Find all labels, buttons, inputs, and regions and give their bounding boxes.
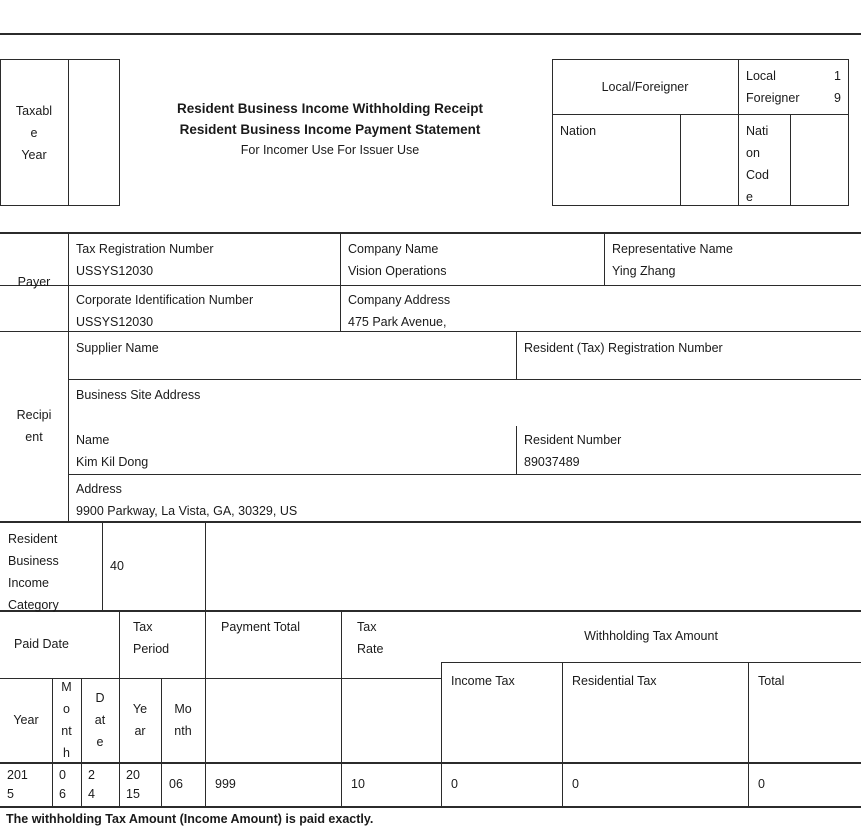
resident-number-label: Resident Number — [524, 433, 622, 447]
header-paid-date-line1: D — [95, 691, 105, 705]
header-tax-period-line2: Period — [133, 642, 170, 656]
header-tax-period-month — [161, 678, 205, 762]
taxable-year-label — [0, 59, 68, 206]
row-period-year-line1: 20 — [126, 768, 140, 782]
tax-registration-number-label: Tax Registration Number — [76, 242, 214, 256]
table-row-income-tax[interactable] — [441, 762, 562, 806]
header-tax-period-year — [119, 678, 161, 762]
row-period-month-text: 06 — [169, 777, 183, 791]
corporate-identification-number-value: USSYS12030 — [76, 315, 154, 329]
row-paid-month-line2: 6 — [59, 787, 66, 801]
representative-name-field[interactable] — [604, 238, 861, 282]
recipient-address-value: 9900 Parkway, La Vista, GA, 30329, US — [76, 504, 298, 518]
nation-label — [552, 114, 680, 206]
nation-code-label-line1: Nati — [746, 124, 769, 138]
row-paid-date-line2: 4 — [88, 787, 95, 801]
foreigner-code: 9 — [834, 90, 841, 105]
table-row-payment-total[interactable] — [205, 762, 341, 806]
header-paid-date-text: Paid Date — [14, 637, 69, 651]
tax-registration-number-value: USSYS12030 — [76, 264, 154, 278]
corporate-identification-number-label: Corporate Identification Number — [76, 293, 254, 307]
header-withholding-tax-amount-text: Withholding Tax Amount — [584, 629, 718, 643]
table-row-total[interactable] — [748, 762, 861, 806]
taxable-year-label-line2: e — [30, 125, 38, 140]
foreigner-label: Foreigner — [746, 90, 800, 105]
header-paid-date-line3: e — [96, 735, 104, 749]
table-row-bottom-border — [0, 806, 861, 808]
supplier-name-label: Supplier Name — [76, 341, 159, 355]
income-category-value-text: 40 — [110, 558, 124, 573]
income-category-label — [0, 526, 102, 610]
header-paid-date-line2: at — [94, 713, 106, 727]
nation-code-label-line3: Cod — [746, 168, 769, 182]
header-paid-date-year-text: Year — [13, 713, 39, 727]
tax-registration-number-field[interactable] — [68, 238, 340, 282]
company-name-value: Vision Operations — [348, 264, 447, 278]
nation-code-label-line4: e — [746, 190, 753, 204]
header-total-text: Total — [758, 674, 785, 688]
header-period-month-line2: nth — [174, 724, 192, 738]
row-period-year-line2: 15 — [126, 787, 140, 801]
income-category-label-line1: Resident — [8, 532, 58, 546]
income-category-label-line2: Business — [8, 554, 59, 568]
header-payment-total — [205, 616, 341, 638]
row-income-tax-text: 0 — [451, 777, 458, 791]
document-title-block — [130, 98, 530, 161]
top-divider — [0, 33, 861, 35]
resident-number-field[interactable] — [516, 429, 861, 473]
header-total — [748, 662, 861, 762]
table-row-tax-rate[interactable] — [341, 762, 441, 806]
table-row-period-month[interactable] — [161, 762, 205, 806]
nation-code-label — [738, 114, 790, 206]
table-row-paid-date[interactable] — [81, 762, 119, 806]
header-paid-month-line2: o — [63, 702, 70, 716]
header-period-year-line2: ar — [134, 724, 146, 738]
recipient-section-label-line1: Recipi — [16, 408, 52, 422]
header-paid-date-month — [52, 678, 81, 762]
recipient-name-label: Name — [76, 433, 110, 447]
nation-label-text: Nation — [560, 124, 597, 138]
header-period-month-line1: Mo — [174, 702, 192, 716]
recipient-name-field[interactable] — [68, 429, 516, 473]
local-label: Local — [746, 68, 776, 83]
nation-value[interactable] — [680, 114, 738, 206]
company-address-label: Company Address — [348, 293, 451, 307]
row-residential-tax-text: 0 — [572, 777, 579, 791]
taxable-year-label-line3: Year — [21, 147, 47, 162]
header-tax-period — [119, 616, 205, 660]
header-paid-month-line3: nt — [61, 724, 72, 738]
recipient-section-label-line2: ent — [25, 430, 43, 444]
payer-section-top-border — [0, 232, 861, 234]
recipient-address-field[interactable] — [68, 478, 861, 522]
header-tax-rate-line2: Rate — [357, 642, 384, 656]
header-residential-tax-text: Residential Tax — [572, 674, 657, 688]
local-code: 1 — [834, 68, 841, 83]
header-paid-date-year — [0, 678, 52, 762]
title-line-1: Resident Business Income Withholding Receipt — [177, 101, 483, 116]
resident-tax-registration-number-field[interactable] — [516, 337, 861, 359]
header-period-year-line1: Ye — [132, 702, 148, 716]
header-paid-date — [0, 610, 119, 678]
representative-name-value: Ying Zhang — [612, 264, 676, 278]
header-residential-tax — [562, 662, 748, 762]
resident-tax-registration-number-label: Resident (Tax) Registration Number — [524, 341, 723, 355]
business-site-address-label: Business Site Address — [76, 388, 201, 402]
payer-section-label — [0, 232, 68, 331]
row-paid-month-line1: 0 — [59, 768, 66, 782]
company-name-field[interactable] — [340, 238, 604, 282]
table-row-period-year[interactable] — [119, 762, 161, 806]
payer-section-label-text: Payer — [17, 274, 51, 289]
taxable-year-value[interactable] — [68, 59, 120, 206]
local-foreigner-codes — [738, 59, 849, 114]
row-paid-year-line2: 5 — [7, 787, 14, 801]
payer-row-divider — [0, 285, 861, 286]
header-tax-period-line1: Tax — [133, 620, 153, 634]
resident-number-value: 89037489 — [524, 455, 580, 469]
header-paid-date-date — [81, 678, 119, 762]
corporate-identification-number-field[interactable] — [68, 289, 340, 333]
local-foreigner-label — [552, 59, 738, 114]
nation-code-label-line2: on — [746, 146, 760, 160]
header-paid-month-line1: M — [61, 680, 72, 694]
document-subtitle: For Incomer Use For Issuer Use — [240, 143, 420, 157]
header-payment-total-text: Payment Total — [221, 620, 300, 634]
header-tax-rate — [341, 616, 441, 660]
income-category-label-line3: Income — [8, 576, 49, 590]
title-line-2: Resident Business Income Payment Statement — [179, 122, 481, 137]
supplier-row-divider — [68, 379, 861, 380]
table-row-residential-tax[interactable] — [562, 762, 748, 806]
header-income-tax-text: Income Tax — [451, 674, 515, 688]
recipient-name-value: Kim Kil Dong — [76, 455, 149, 469]
row-total-text: 0 — [758, 777, 765, 791]
company-name-label: Company Name — [348, 242, 439, 256]
recipient-address-label: Address — [76, 482, 122, 496]
supplier-name-field[interactable] — [68, 337, 516, 359]
header-tax-rate-line1: Tax — [357, 620, 377, 634]
row-tax-rate-text: 10 — [351, 777, 365, 791]
row-payment-total-text: 999 — [215, 777, 236, 791]
taxable-year-label-line1: Taxabl — [15, 103, 53, 118]
footer-note: The withholding Tax Amount (Income Amount) is paid exactly. — [6, 812, 374, 826]
representative-name-label: Representative Name — [612, 242, 733, 256]
income-category-value[interactable] — [102, 521, 205, 610]
company-address-value: 475 Park Avenue, — [348, 315, 447, 329]
row-paid-year-line1: 201 — [7, 768, 28, 782]
recipient-section-label — [0, 331, 68, 521]
name-address-divider — [68, 474, 861, 475]
header-income-tax — [441, 662, 562, 762]
header-paid-month-line4: h — [63, 746, 70, 760]
income-category-extra[interactable] — [205, 521, 861, 610]
company-address-field[interactable] — [340, 289, 861, 333]
header-withholding-tax-amount — [441, 610, 861, 662]
table-row-paid-year[interactable] — [0, 762, 52, 806]
local-foreigner-label-text: Local/Foreigner — [601, 79, 689, 94]
income-category-label-line4: Category — [8, 598, 59, 612]
business-site-address-field[interactable] — [68, 384, 861, 406]
nation-code-value[interactable] — [790, 114, 849, 206]
row-paid-date-line1: 2 — [88, 768, 95, 782]
table-row-paid-month[interactable] — [52, 762, 81, 806]
